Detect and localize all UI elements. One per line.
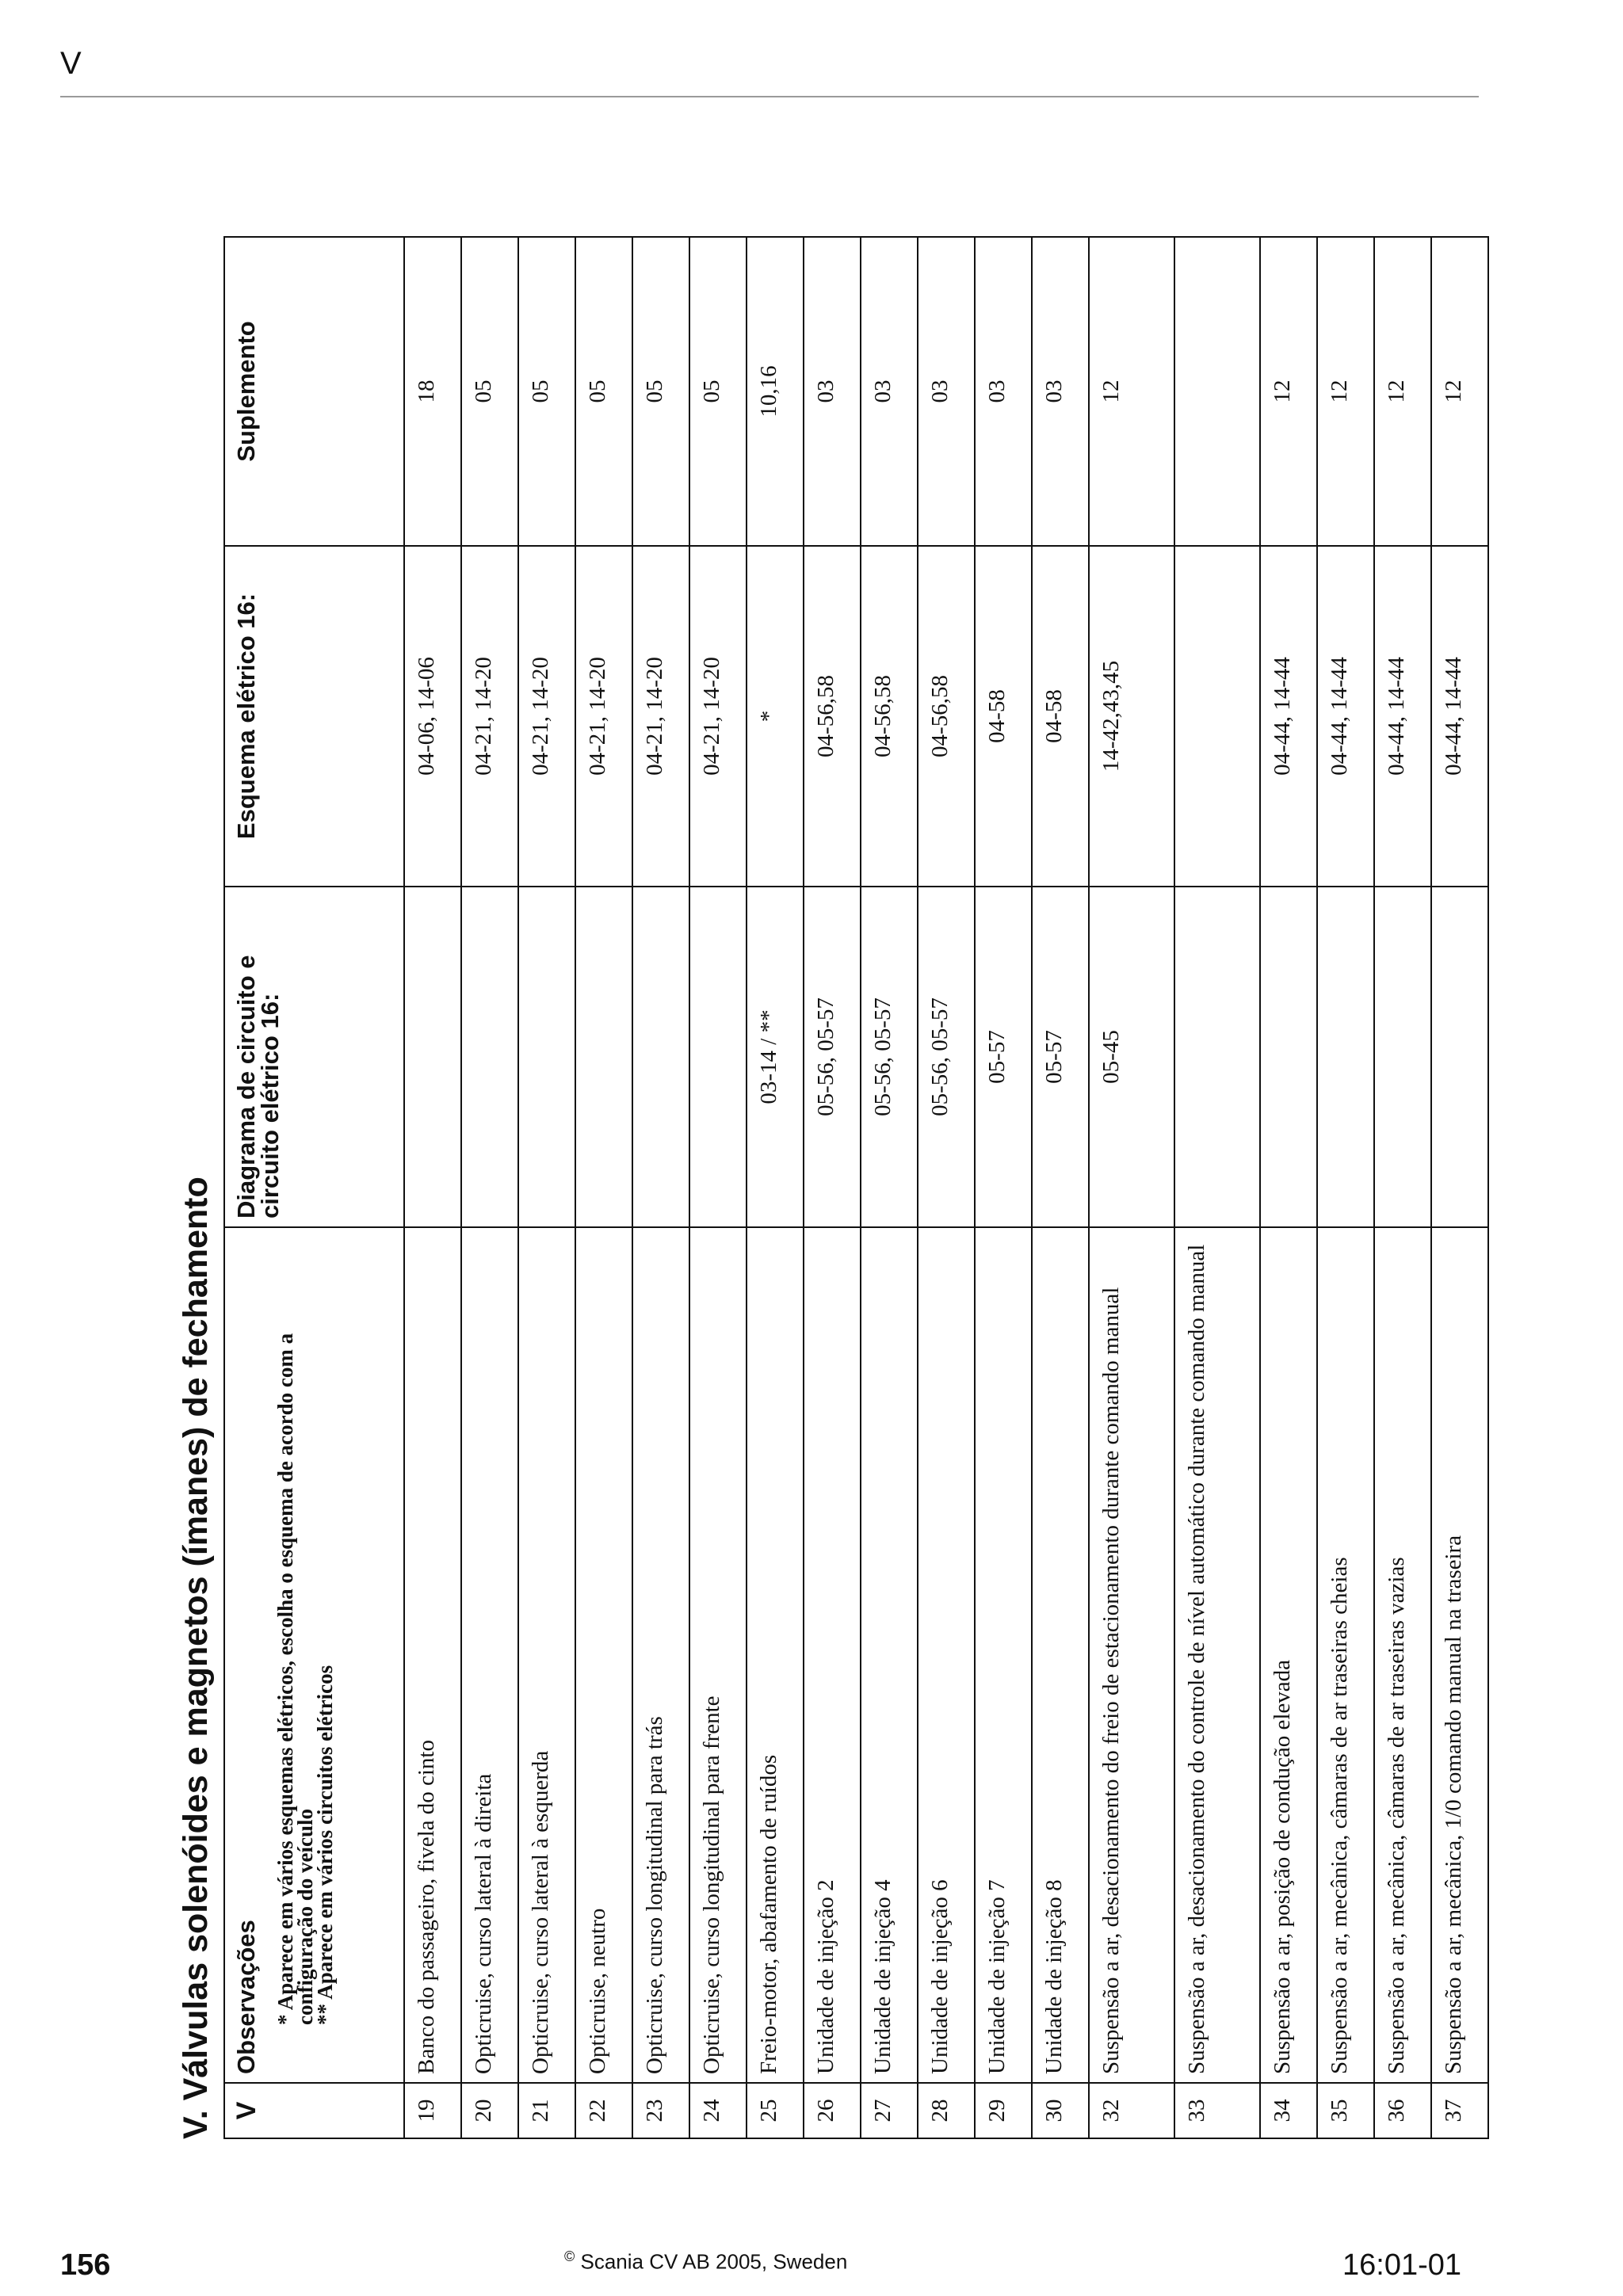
cell-diagrama: 05-56, 05-57 [861, 887, 918, 1227]
table-row [1260, 237, 1317, 2138]
cell-suplemento: 12 [1374, 237, 1431, 546]
cell-esquema: 04-06, 14-06 [404, 546, 461, 887]
cell-v: 34 [1260, 2083, 1317, 2138]
cell-observacoes: Suspensão a ar, desacionamento do freio de estacionamento durante comando manual [1089, 1227, 1174, 2083]
table-row [861, 237, 918, 2138]
cell-suplemento: 05 [518, 237, 575, 546]
cell-esquema: * [747, 546, 804, 887]
cell-observacoes: Suspensão a ar, mecânica, câmaras de ar traseiras cheias [1317, 1227, 1374, 2083]
cell-esquema: 04-58 [1032, 546, 1089, 887]
table-body [404, 237, 1488, 2138]
document-code: 16:01-01 [1342, 2248, 1462, 2282]
cell-observacoes: Opticruise, curso lateral à esquerda [518, 1227, 575, 2083]
cell-suplemento: 18 [404, 237, 461, 546]
cell-suplemento: 05 [575, 237, 632, 546]
cell-observacoes: Opticruise, neutro [575, 1227, 632, 2083]
cell-diagrama [1260, 887, 1317, 1227]
cell-v: 32 [1089, 2083, 1174, 2138]
cell-v: 28 [918, 2083, 975, 2138]
cell-suplemento: 05 [689, 237, 747, 546]
cell-diagrama: 03-14 / ** [747, 887, 804, 1227]
cell-diagrama: 05-56, 05-57 [804, 887, 861, 1227]
cell-observacoes: Suspensão a ar, mecânica, câmaras de ar traseiras vazias [1374, 1227, 1431, 2083]
cell-suplemento: 12 [1260, 237, 1317, 546]
cell-diagrama [632, 887, 689, 1227]
cell-esquema: 04-21, 14-20 [689, 546, 747, 887]
cell-observacoes: Suspensão a ar, desacionamento do controle de nível automático durante comando manual [1174, 1227, 1260, 2083]
cell-esquema: 04-56,58 [804, 546, 861, 887]
table-row [975, 237, 1032, 2138]
cell-v: 24 [689, 2083, 747, 2138]
cell-v: 30 [1032, 2083, 1089, 2138]
cell-suplemento: 12 [1089, 237, 1174, 546]
cell-esquema: 04-44, 14-44 [1260, 546, 1317, 887]
cell-diagrama: 05-57 [975, 887, 1032, 1227]
cell-observacoes: Suspensão a ar, posição de condução elevada [1260, 1227, 1317, 2083]
cell-v: 23 [632, 2083, 689, 2138]
cell-observacoes: Opticruise, curso lateral à direita [461, 1227, 518, 2083]
cell-observacoes: Unidade de injeção 2 [804, 1227, 861, 2083]
cell-suplemento: 03 [918, 237, 975, 546]
cell-suplemento: 03 [975, 237, 1032, 546]
cell-observacoes: Unidade de injeção 6 [918, 1227, 975, 2083]
copyright [564, 2248, 847, 2275]
cell-diagrama: 05-45 [1089, 887, 1174, 1227]
cell-esquema [1174, 546, 1260, 887]
cell-diagrama [518, 887, 575, 1227]
header-v: V [224, 2083, 404, 2138]
table-row [918, 237, 975, 2138]
header-rule [60, 96, 1479, 97]
cell-observacoes: Opticruise, curso longitudinal para frente [689, 1227, 747, 2083]
table-row [1374, 237, 1431, 2138]
cell-v: 33 [1174, 2083, 1260, 2138]
table-header-row [224, 237, 404, 2138]
cell-diagrama [404, 887, 461, 1227]
cell-esquema: 04-44, 14-44 [1317, 546, 1374, 887]
cell-suplemento: 10,16 [747, 237, 804, 546]
header-diagrama: Diagrama de circuito e circuito elétrico 16: [224, 887, 404, 1227]
copyright-text: Scania CV AB 2005, Sweden [580, 2249, 848, 2274]
cell-suplemento: 03 [1032, 237, 1089, 546]
section-title: V. Válvulas solenóides e magnetos (ímanes) de fechamento [177, 1177, 215, 2139]
cell-diagrama [575, 887, 632, 1227]
cell-observacoes: Banco do passageiro, fivela do cinto [404, 1227, 461, 2083]
cell-esquema: 04-44, 14-44 [1374, 546, 1431, 887]
table-row [689, 237, 747, 2138]
cell-suplemento: 12 [1317, 237, 1374, 546]
cell-suplemento: 12 [1431, 237, 1488, 546]
table-row [575, 237, 632, 2138]
table-row [747, 237, 804, 2138]
table-row [518, 237, 575, 2138]
cell-v: 25 [747, 2083, 804, 2138]
header-observacoes-label: Observações [232, 1920, 260, 2074]
cell-diagrama: 05-56, 05-57 [918, 887, 975, 1227]
cell-observacoes: Suspensão a ar, mecânica, 1/0 comando manual na traseira [1431, 1227, 1488, 2083]
header-observacoes [224, 1227, 404, 2083]
cell-observacoes: Opticruise, curso longitudinal para trás [632, 1227, 689, 2083]
table-row [404, 237, 461, 2138]
cell-diagrama [1374, 887, 1431, 1227]
cell-diagrama [1431, 887, 1488, 1227]
cell-observacoes: Unidade de injeção 8 [1032, 1227, 1089, 2083]
table-row [804, 237, 861, 2138]
cell-diagrama [1317, 887, 1374, 1227]
running-head: V [60, 46, 82, 81]
valves-table [223, 236, 1489, 2139]
cell-v: 21 [518, 2083, 575, 2138]
cell-v: 37 [1431, 2083, 1488, 2138]
cell-v: 27 [861, 2083, 918, 2138]
table-row [1089, 237, 1174, 2138]
cell-suplemento: 05 [461, 237, 518, 546]
cell-diagrama: 05-57 [1032, 887, 1089, 1227]
header-note-1: * Aparece em vários esquemas elétricos, escolha o esquema de acordo com a configuração do veículo [273, 1333, 317, 2025]
table-row [1431, 237, 1488, 2138]
page-number: 156 [60, 2248, 111, 2282]
cell-observacoes: Unidade de injeção 7 [975, 1227, 1032, 2083]
table-row [1032, 237, 1089, 2138]
cell-esquema: 04-21, 14-20 [632, 546, 689, 887]
header-esquema: Esquema elétrico 16: [224, 546, 404, 887]
cell-observacoes: Freio-motor, abafamento de ruídos [747, 1227, 804, 2083]
cell-esquema: 04-58 [975, 546, 1032, 887]
table-row [461, 237, 518, 2138]
copyright-symbol: © [564, 2248, 575, 2264]
cell-diagrama [689, 887, 747, 1227]
header-notes [273, 1236, 337, 2074]
cell-v: 36 [1374, 2083, 1431, 2138]
cell-esquema: 04-21, 14-20 [461, 546, 518, 887]
cell-suplemento [1174, 237, 1260, 546]
cell-suplemento: 03 [861, 237, 918, 546]
cell-diagrama [461, 887, 518, 1227]
table-row [1174, 237, 1260, 2138]
cell-v: 26 [804, 2083, 861, 2138]
cell-esquema: 04-44, 14-44 [1431, 546, 1488, 887]
rotated-content [168, 238, 1499, 2139]
cell-suplemento: 05 [632, 237, 689, 546]
cell-diagrama [1174, 887, 1260, 1227]
cell-v: 35 [1317, 2083, 1374, 2138]
cell-observacoes: Unidade de injeção 4 [861, 1227, 918, 2083]
cell-esquema: 04-56,58 [918, 546, 975, 887]
table-row [632, 237, 689, 2138]
cell-v: 20 [461, 2083, 518, 2138]
cell-esquema: 04-21, 14-20 [575, 546, 632, 887]
cell-esquema: 04-21, 14-20 [518, 546, 575, 887]
header-note-2: ** Aparece em vários circuitos elétricos [313, 1665, 337, 2025]
cell-suplemento: 03 [804, 237, 861, 546]
cell-v: 19 [404, 2083, 461, 2138]
cell-esquema: 14-42,43,45 [1089, 546, 1174, 887]
cell-v: 22 [575, 2083, 632, 2138]
table-row [1317, 237, 1374, 2138]
cell-esquema: 04-56,58 [861, 546, 918, 887]
header-suplemento: Suplemento [224, 237, 404, 546]
cell-v: 29 [975, 2083, 1032, 2138]
